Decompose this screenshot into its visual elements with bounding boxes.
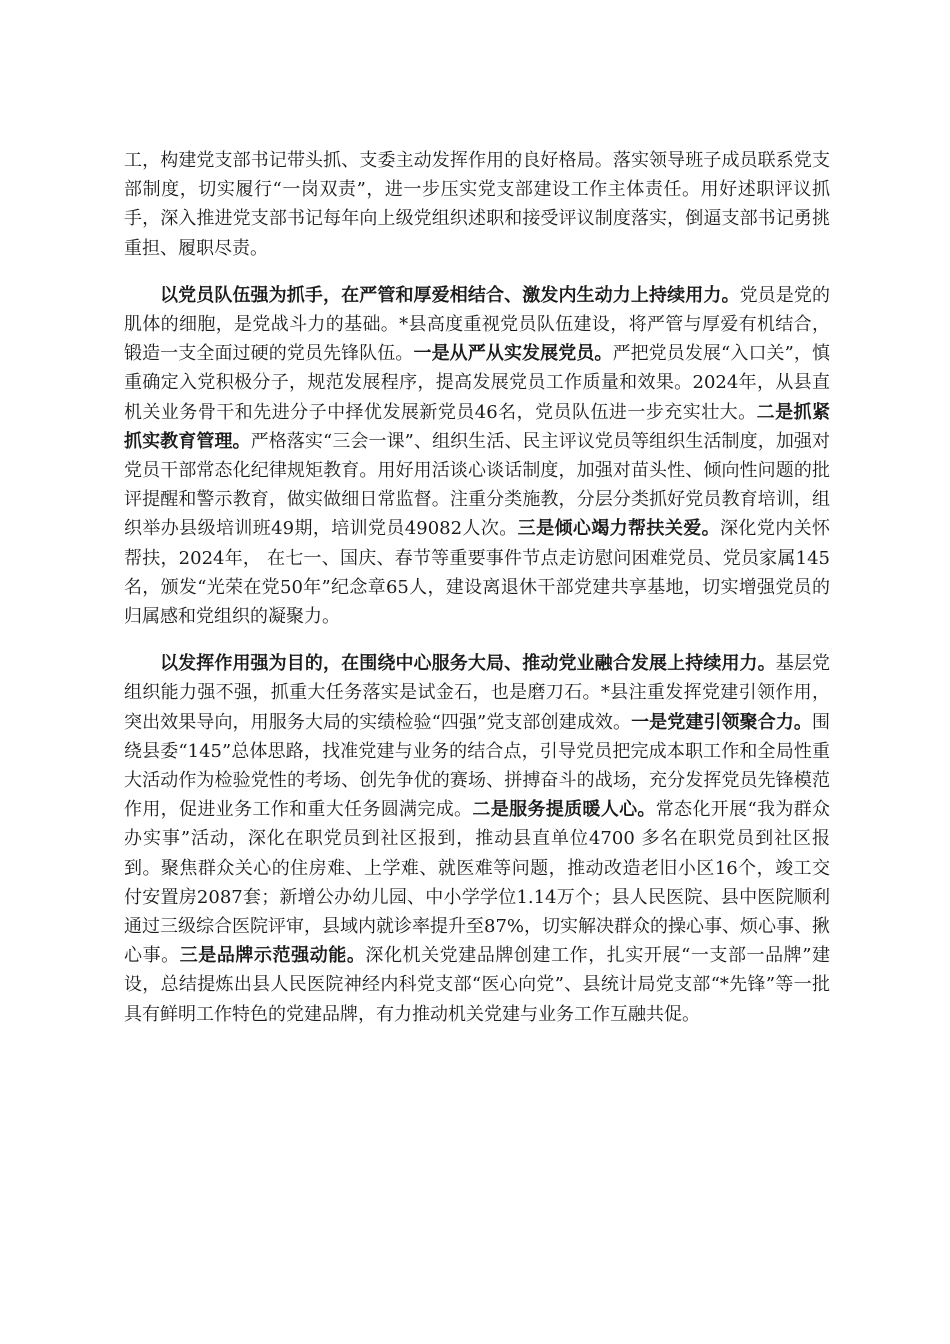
paragraph-text: 常态化开展“我为群众办实事”活动，深化在职党员到社区报到，推动县直单位4700 多名在职党员到社区报到。聚焦群众关心的住房难、上学难、就医难等问题，推动改造老旧小区16个，竣工交付安置房2087套；新增公办幼儿园、中小学学位1.14万个；县人民医院、县中医院顺利通过三级综合医院评审，县域内就诊率提升至87%，切实解决群众的操心事、烦心事、揪心事。 (124, 799, 831, 967)
paragraph-role-play (124, 649, 830, 1029)
paragraph-text: 严把党员发展“入口关”，慎重确定入党积极分子，规范发展程序，提高发展党员工作质量和效果。2024年，从县直机关业务骨干和先进分子中择优发展新党员46名，党员队伍进一步充实壮大。 (124, 343, 831, 423)
paragraph-party-members (124, 281, 830, 631)
paragraph-text: 党员是党的肌体的细胞，是党战斗力的基础。*县高度重视党员队伍建设，将严管与厚爱有机结合，锻造一支全面过硬的党员先锋队伍。 (124, 284, 831, 365)
paragraph-text: 深化机关党建品牌创建工作，扎实开展“一支部一品牌”建设，总结提炼出县人民医院神经内科党支部“医心向党”、县统计局党支部“*先锋”等一批具有鲜明工作特色的党建品牌，有力推动机关党建与业务工作互融共促。 (124, 945, 831, 1025)
paragraph-text: 工，构建党支部书记带头抓、支委主动发挥作用的良好格局。落实领导班子成员联系党支部制度，切实履行“一岗双责”，进一步压实党支部建设工作主体责任。用好述职评议抓手，深入推进党支部书记每年向上级党组织述职和接受评议制度落实，倒逼支部书记勇挑重担、履职尽责。 (124, 150, 830, 259)
paragraph-heading: 以发挥作用强为目的，在围绕中心服务大局、推动党业融合发展上持续用力。 (160, 653, 776, 675)
paragraph-text: 严格落实“三会一课”、组织生活、民主评议党员等组织生活制度，加强对党员干部常态化纪律规矩教育。用好用活谈心谈话制度，加强对苗头性、倾向性问题的批评提醒和警示教育，做实做细日常监督。注重分类施教，分层分类抓好党员教育培训，组织举办县级培训班49期，培训党员49082人次。 (124, 430, 831, 540)
paragraph-text: 深化党内关怀帮扶，2024年， 在七一、国庆、春节等重要事件节点走访慰问困难党员、党员家属145名，颁发“光荣在党50年”纪念章65人，建设离退休干部党建共享基地，切实增强党员的归属感和党组织的凝聚力。 (124, 518, 831, 628)
paragraph-continuation (124, 146, 830, 263)
paragraph-text: 围绕县委“145”总体思路，找准党建与业务的结合点，引导党员把完成本职工作和全局性重大活动作为检验党性的考场、创先争优的赛场、拼搏奋斗的战场，充分发挥党员先锋模范作用，促进业务工作和重大任务圆满完成。 (124, 711, 830, 821)
point-heading: 一是从严从实发展党员。 (413, 343, 613, 365)
point-heading: 一是党建引领聚合力。 (631, 711, 812, 733)
point-heading: 三是品牌示范强动能。 (179, 945, 366, 967)
point-heading: 二是抓紧抓实教育管理。 (124, 401, 830, 452)
point-heading: 二是服务提质暖人心。 (472, 799, 656, 821)
paragraph-heading: 以党员队伍强为抓手，在严管和厚爱相结合、激发内生动力上持续用力。 (160, 284, 740, 306)
paragraph-text: 基层党组织能力强不强，抓重大任务落实是试金石，也是磨刀石。*县注重发挥党建引领作用，突出效果导向，用服务大局的实绩检验“四强”党支部创建成效。 (124, 653, 831, 733)
document-body (124, 146, 830, 1047)
point-heading: 三是倾心竭力帮扶关爱。 (517, 518, 721, 540)
